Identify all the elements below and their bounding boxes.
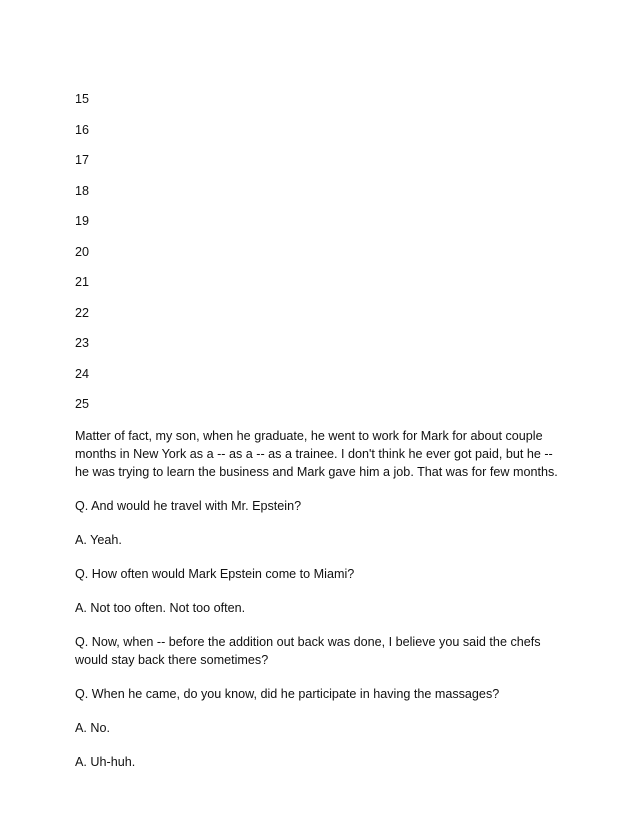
answer-paragraph: A. Not too often. Not too often. (75, 601, 246, 615)
line-number: 19 (75, 214, 90, 228)
line-number-column (75, 91, 89, 427)
line-number: 16 (75, 122, 90, 137)
line-number: 15 (75, 92, 90, 106)
testimony-paragraph: Matter of fact, my son, when he graduate, he went to work for Mark for about couple months in New York as a -- as a -- as a trainee. I don't think he ever got paid, but he -- he was trying to learn the business and Mark gave him a job. That was for few months. (75, 429, 558, 479)
answer-paragraph: A. No. (75, 721, 110, 735)
transcript-body (75, 427, 565, 787)
line-number: 20 (75, 244, 90, 259)
answer-paragraph: A. Yeah. (75, 533, 122, 547)
line-number: 24 (75, 366, 90, 381)
line-number: 23 (75, 336, 90, 350)
answer-paragraph: A. Uh-huh. (75, 755, 136, 769)
question-paragraph: Q. How often would Mark Epstein come to Miami? (75, 567, 355, 581)
question-paragraph: Q. When he came, do you know, did he participate in having the massages? (75, 687, 500, 701)
line-number: 18 (75, 183, 90, 198)
question-paragraph: Q. Now, when -- before the addition out back was done, I believe you said the chefs would stay back there sometimes? (75, 635, 541, 667)
question-paragraph: Q. And would he travel with Mr. Epstein? (75, 499, 302, 513)
line-number: 17 (75, 153, 90, 167)
line-number: 25 (75, 397, 90, 411)
line-number: 22 (75, 305, 90, 320)
line-number: 21 (75, 275, 90, 289)
